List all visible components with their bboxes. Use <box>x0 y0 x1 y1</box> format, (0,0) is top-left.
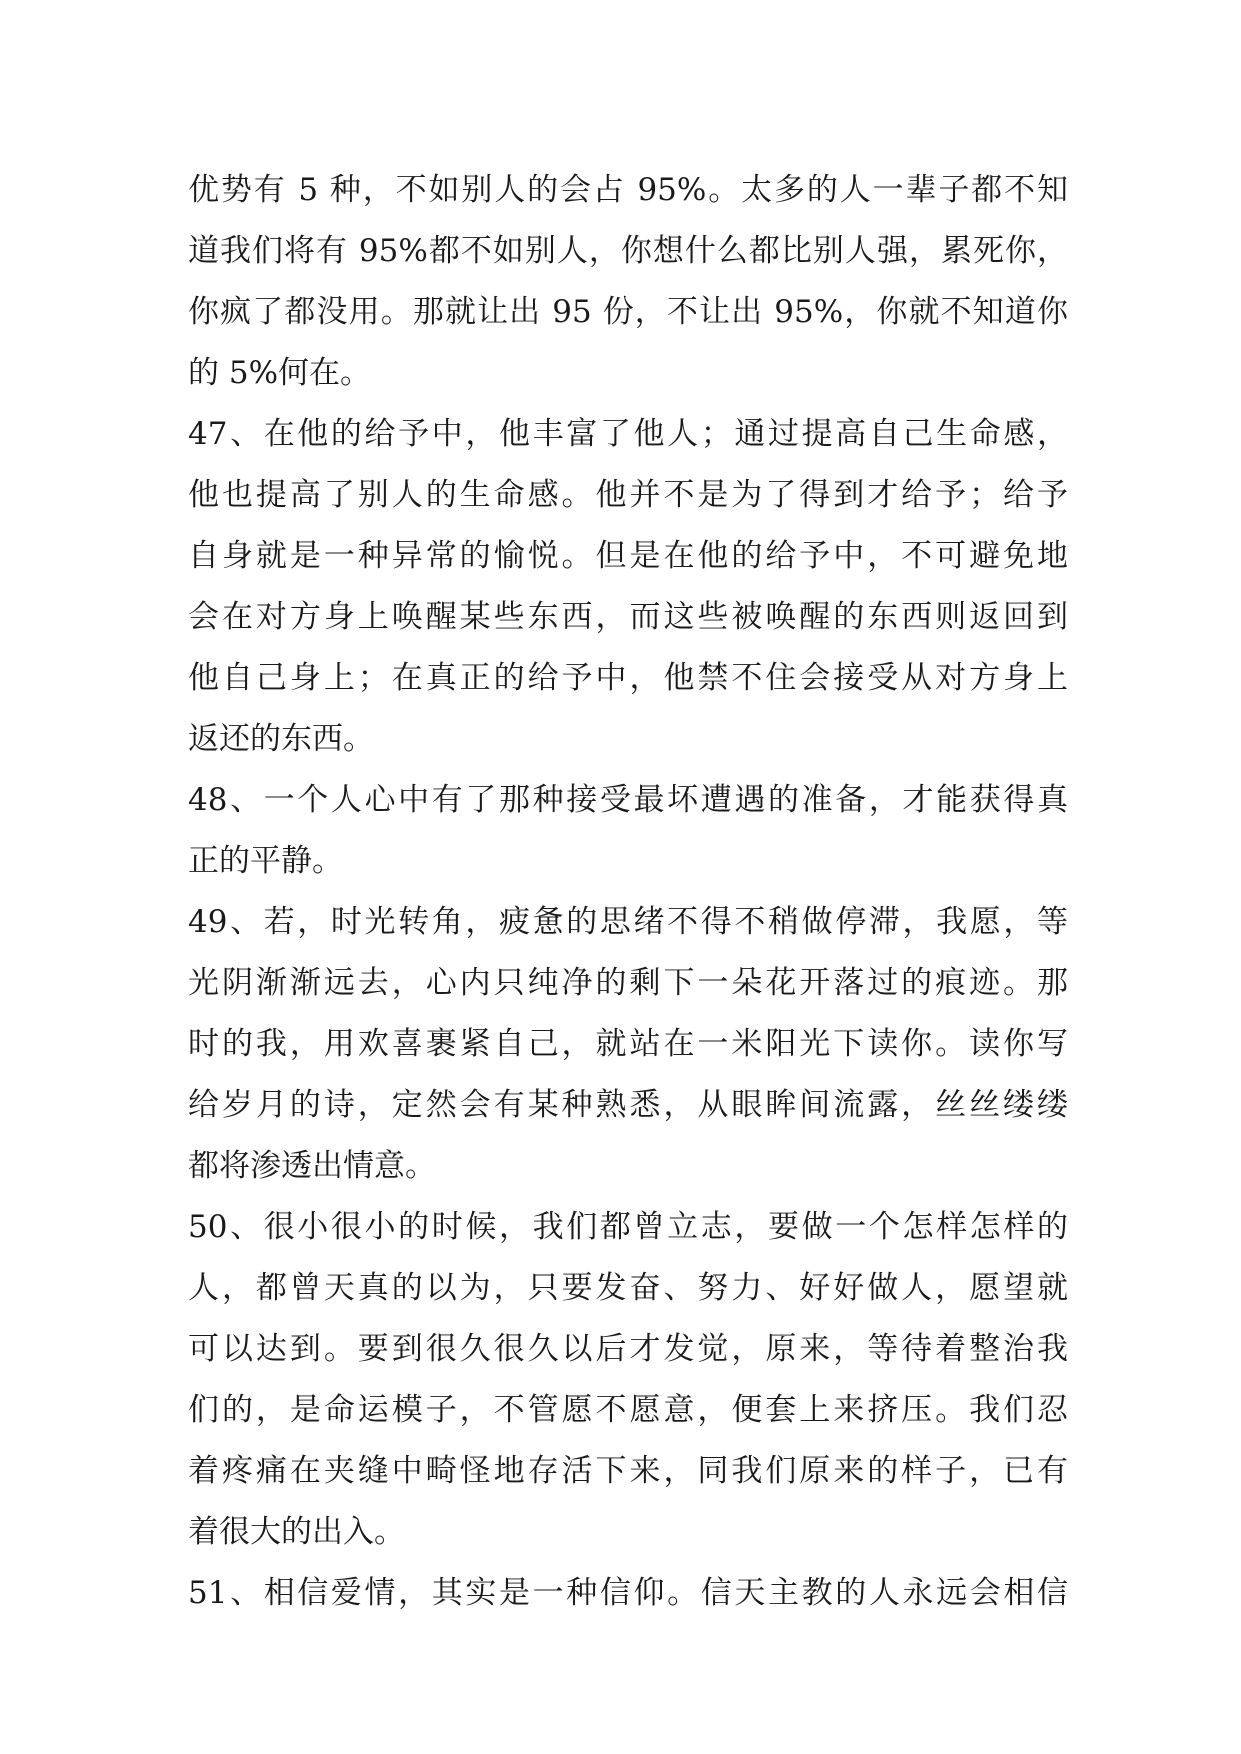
text-line: 47、在他的给予中，他丰富了他人；通过提高自己生命感， <box>188 416 1068 452</box>
text-line: 们的，是命运模子，不管愿不愿意，便套上来挤压。我们忍 <box>188 1392 1068 1428</box>
text-line: 着很大的出入。 <box>188 1514 405 1550</box>
text-line: 他也提高了别人的生命感。他并不是为了得到才给予；给予 <box>188 477 1068 513</box>
text-line: 光阴渐渐远去，心内只纯净的剩下一朵花开落过的痕迹。那 <box>188 965 1068 1001</box>
text-line: 优势有 5 种，不如别人的会占 95%。太多的人一辈子都不知 <box>188 172 1068 208</box>
text-line: 会在对方身上唤醒某些东西，而这些被唤醒的东西则返回到 <box>188 599 1068 635</box>
text-line: 的 5%何在。 <box>188 355 372 391</box>
text-line: 自身就是一种异常的愉悦。但是在他的给予中，不可避免地 <box>188 538 1068 574</box>
text-line: 人，都曾天真的以为，只要发奋、努力、好好做人，愿望就 <box>188 1270 1068 1306</box>
text-line: 返还的东西。 <box>188 721 374 757</box>
text-line: 你疯了都没用。那就让出 95 份，不让出 95%，你就不知道你 <box>188 294 1068 330</box>
text-line: 正的平静。 <box>188 843 343 879</box>
text-line: 着疼痛在夹缝中畸怪地存活下来，同我们原来的样子，已有 <box>188 1453 1068 1489</box>
text-line: 都将渗透出情意。 <box>188 1148 436 1184</box>
text-line: 时的我，用欢喜裹紧自己，就站在一米阳光下读你。读你写 <box>188 1026 1068 1062</box>
text-line: 道我们将有 95%都不如别人，你想什么都比别人强，累死你， <box>188 233 1068 269</box>
text-line: 49、若，时光转角，疲惫的思绪不得不稍做停滞，我愿，等 <box>188 904 1068 940</box>
text-line: 他自己身上；在真正的给予中，他禁不住会接受从对方身上 <box>188 660 1068 696</box>
text-line: 给岁月的诗，定然会有某种熟悉，从眼眸间流露，丝丝缕缕 <box>188 1087 1068 1123</box>
body-text <box>188 160 1068 1624</box>
text-line: 51、相信爱情，其实是一种信仰。信天主教的人永远会相信 <box>188 1575 1068 1611</box>
text-line: 可以达到。要到很久很久以后才发觉，原来，等待着整治我 <box>188 1331 1068 1367</box>
text-line: 48、一个人心中有了那种接受最坏遭遇的准备，才能获得真 <box>188 782 1068 818</box>
text-line: 50、很小很小的时候，我们都曾立志，要做一个怎样怎样的 <box>188 1209 1068 1245</box>
